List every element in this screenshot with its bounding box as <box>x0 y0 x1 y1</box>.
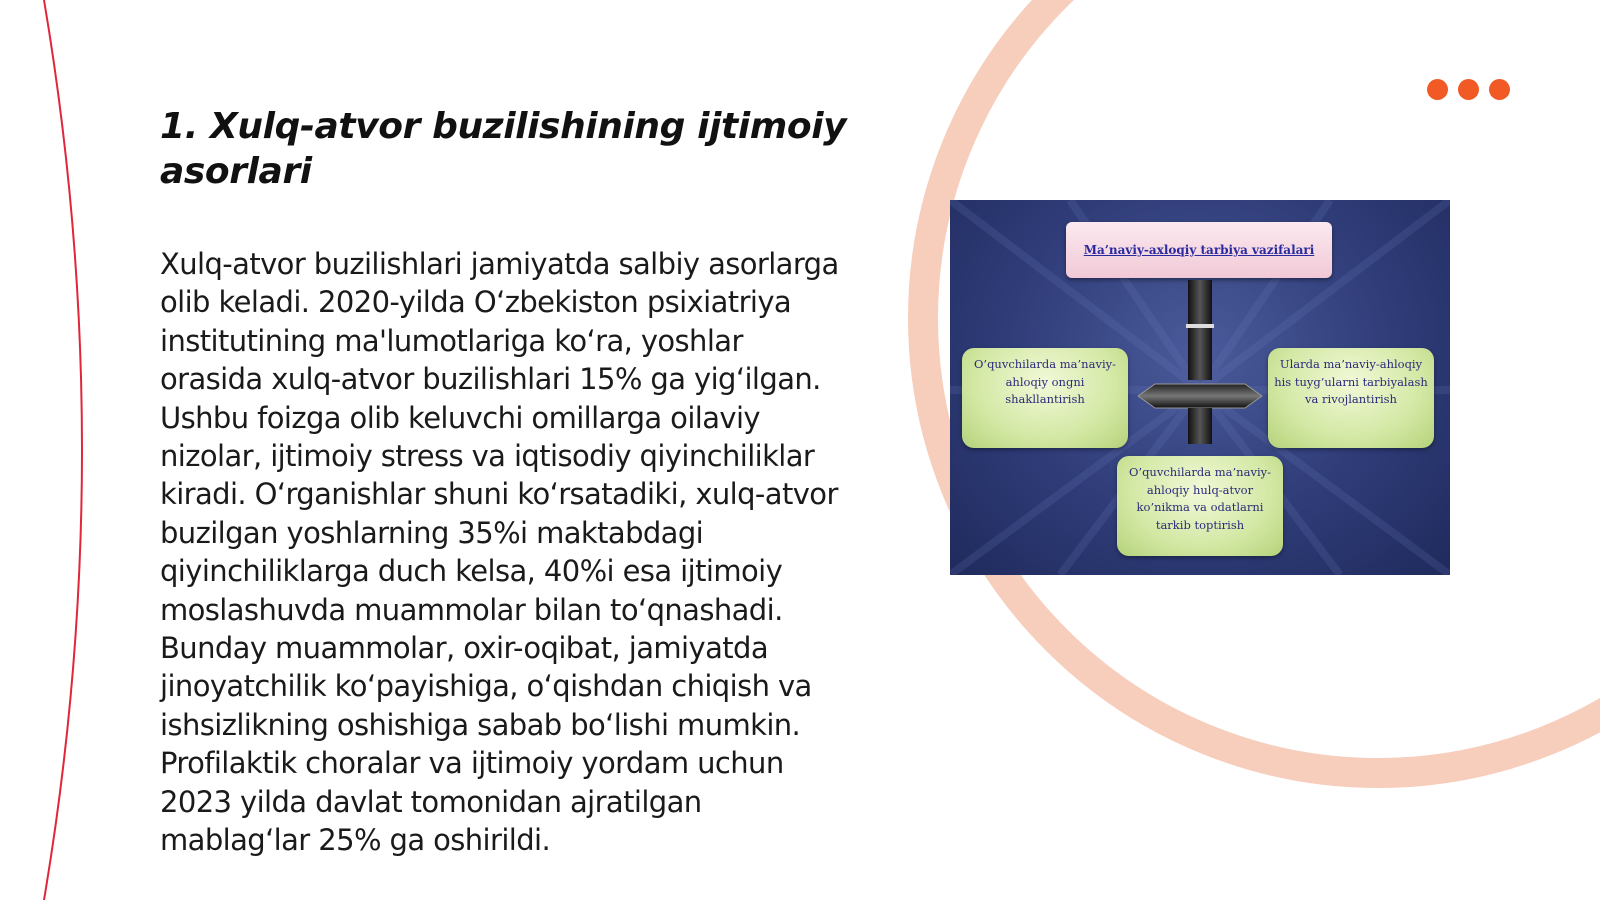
diagram-title: Ma’naviy-axloqiy tarbiya vazifalari <box>1083 243 1315 257</box>
diagram-box-right <box>1268 348 1434 448</box>
dot-icon <box>1489 79 1510 100</box>
dot-icon <box>1427 79 1448 100</box>
menu-dots <box>1427 79 1510 100</box>
slide-body-text: Xulq-atvor buzilishlari jamiyatda salbiy asorlarga olib keladi. 2020-yilda O‘zbekiston psixiatriya institutining ma'lumotlariga ko‘ra, yoshlar orasida xulq-atvor buzilishlari 15% ga yig‘ilgan. Ushbu foizga olib keluvchi omillarga oilaviy nizolar, ijtimoiy stress va iqtisodiy qiyinchiliklar kiradi. O‘rganishlar shuni ko‘rsatadiki, xulq-atvor buzilgan yoshlarning 35%i maktabdagi qiyinchiliklarga duch kelsa, 40%i esa ijtimoiy moslashuvda muammolar bilan to‘qnashadi. Bunday muammolar, oxir-oqibat, jamiyatda jinoyatchilik ko‘payishiga, o‘qishdan chiqish va ishsizlikning oshishiga sabab bo‘lishi mumkin. Profilaktik choralar va ijtimoiy yordam uchun 2023 yilda davlat tomonidan ajratilgan mablag‘lar 25% ga oshirildi. <box>160 247 839 858</box>
diagram-box-left <box>962 348 1128 448</box>
slide-title: 1. Xulq-atvor buzilishining ijtimoiy asorlari <box>160 106 847 192</box>
diagram-image <box>950 200 1450 575</box>
diagram-box-bottom-text: O’quvchilarda ma’naviy-ahloqiy hulq-atvor ko’nikma va odatlarni tarkib toptirish <box>1128 465 1271 532</box>
diagram-box-bottom <box>1117 456 1283 556</box>
dot-icon <box>1458 79 1479 100</box>
diagram-box-right-text: Ularda ma’naviy-ahloqiy his tuyg’ularni tarbiyalash va rivojlantirish <box>1274 357 1428 406</box>
diagram-box-left-text: O’quvchilarda ma’naviy-ahloqiy ongni shakllantirish <box>973 357 1116 406</box>
left-edge-curve <box>44 0 82 900</box>
